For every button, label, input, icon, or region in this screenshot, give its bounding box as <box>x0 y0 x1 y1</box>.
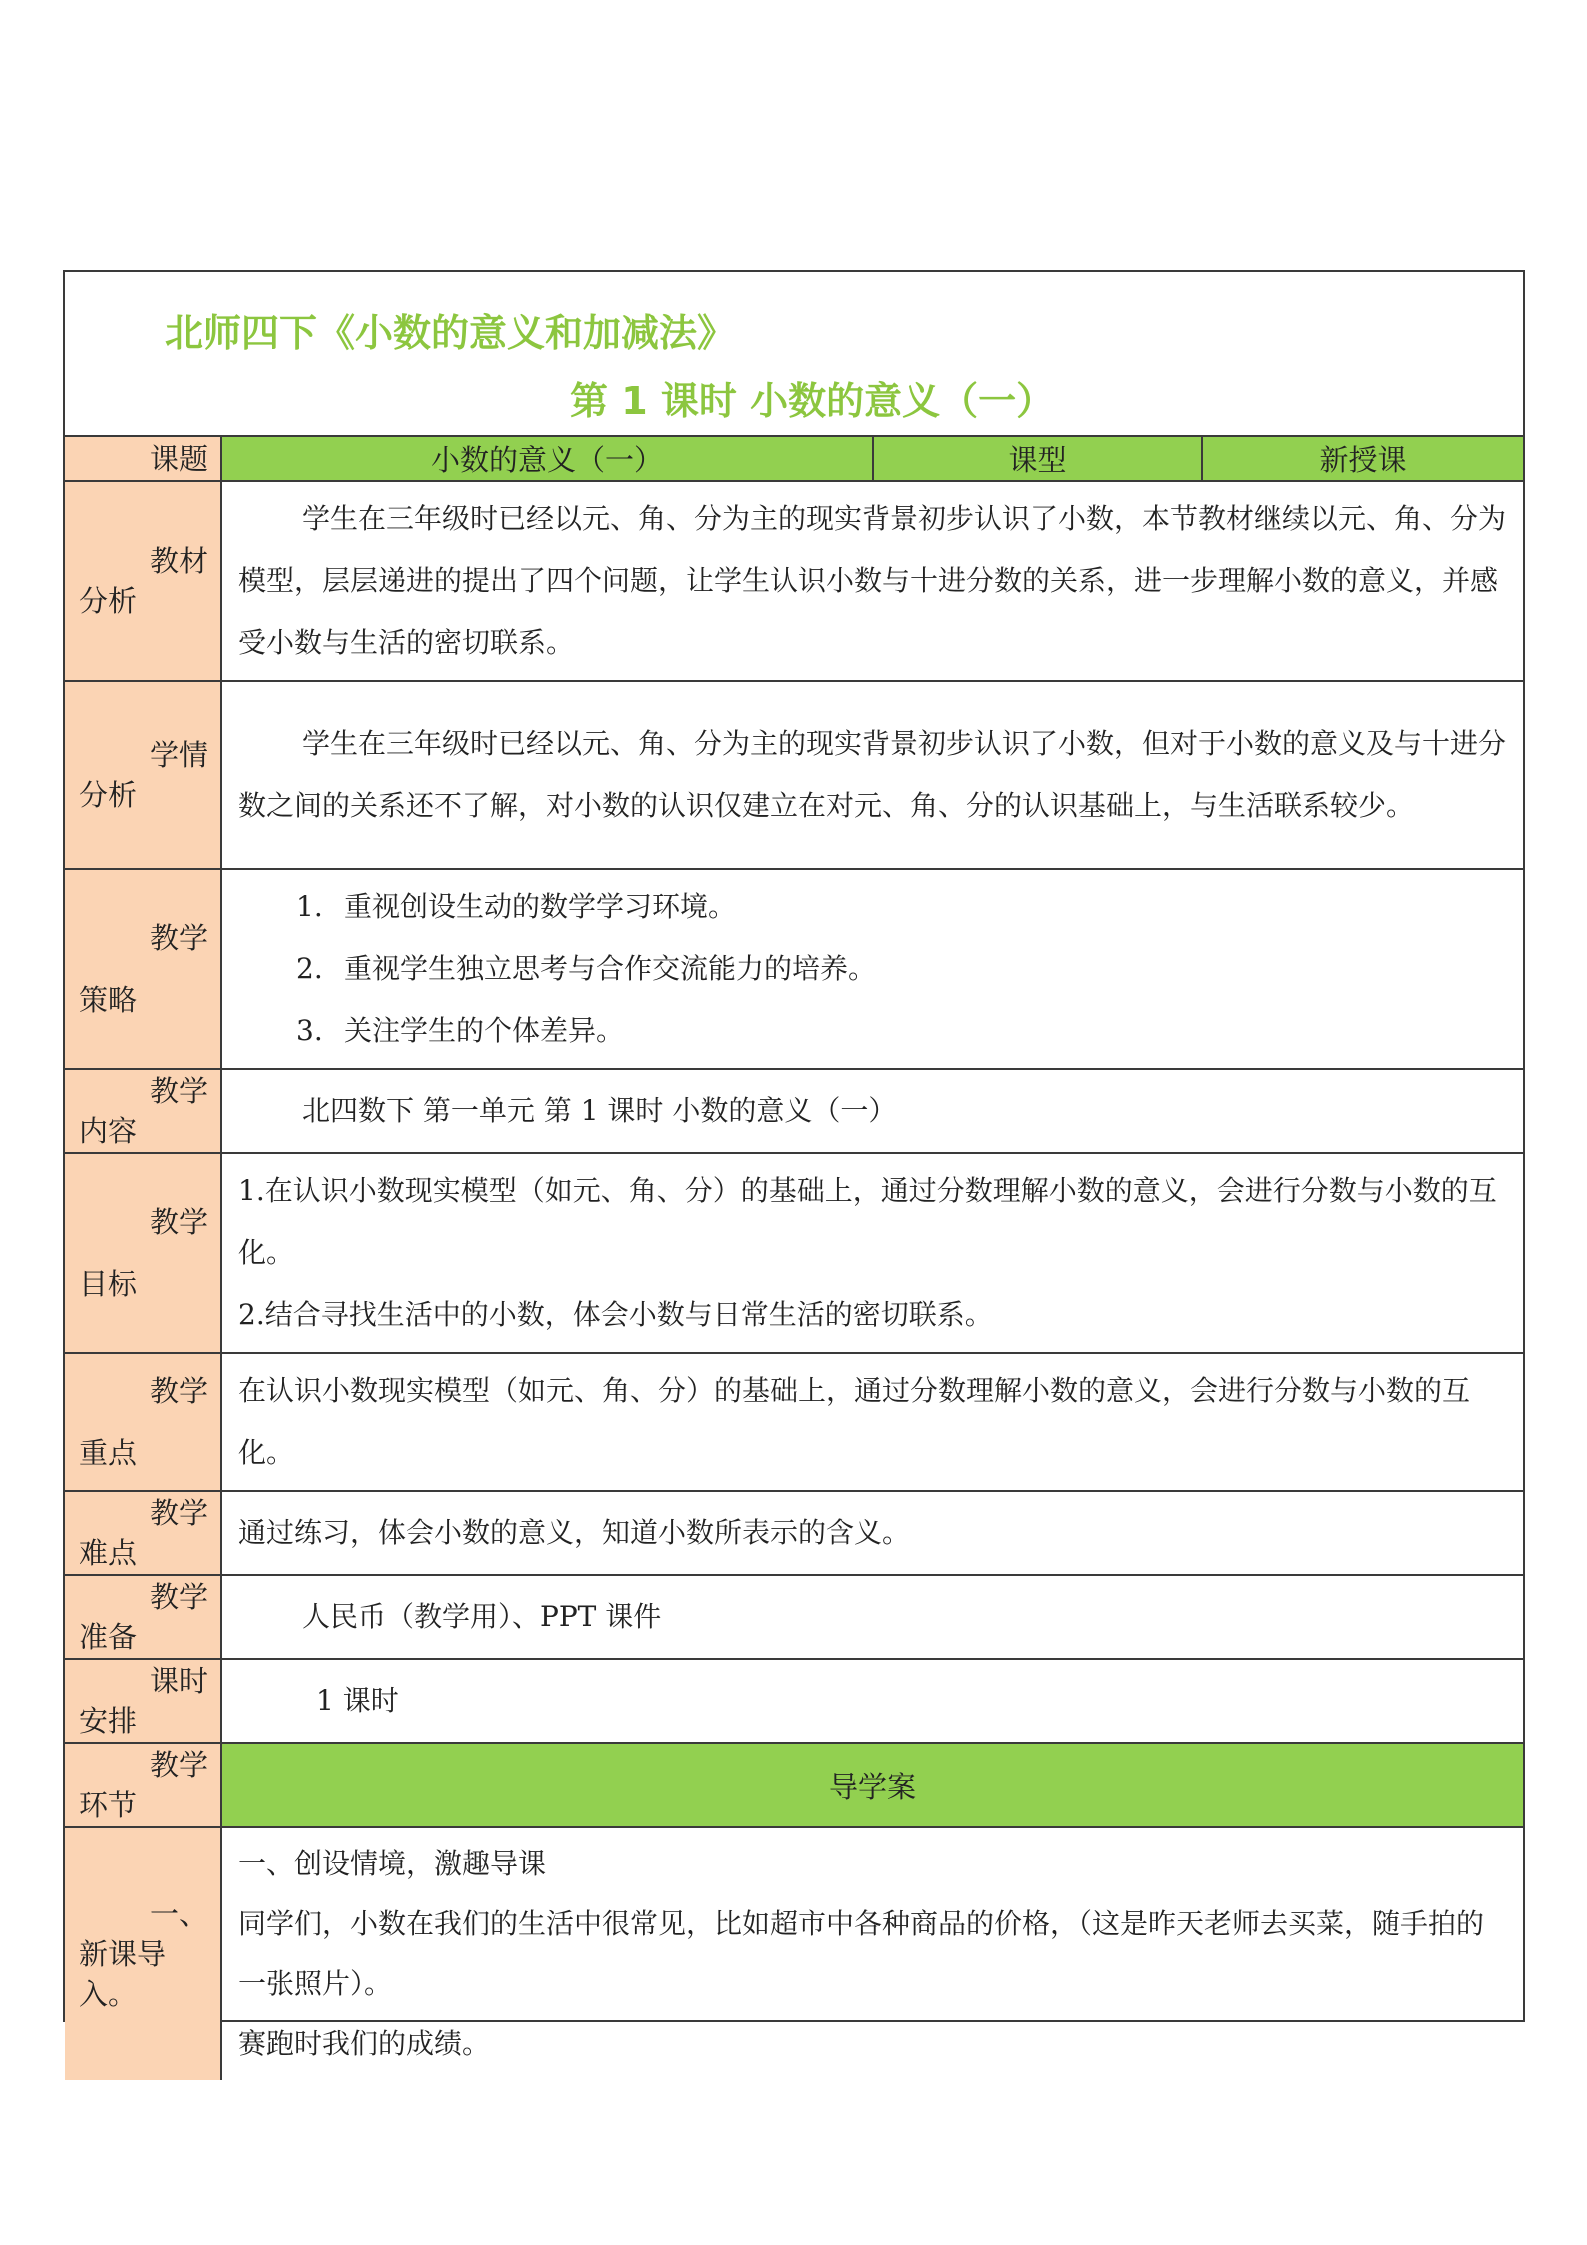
topic-row <box>65 437 1523 481</box>
stage-row <box>65 1743 1523 1827</box>
schedule-label: 课时 安排 <box>65 1659 221 1743</box>
objectives-row <box>65 1153 1523 1353</box>
key-points-row <box>65 1353 1523 1491</box>
content-row <box>65 1069 1523 1153</box>
schedule-text: 1 课时 <box>221 1659 1523 1743</box>
lesson-table <box>65 437 1523 2080</box>
material-label: 教材 分析 <box>65 481 221 681</box>
lesson-subtitle: 第 1 课时 小数的意义（一） <box>570 379 1055 423</box>
key-points-label: 教学 重点 <box>65 1353 221 1491</box>
intro-text: 一、创设情境，激趣导课 同学们，小数在我们的生活中很常见，比如超市中各种商品的价格，（这是昨天老师去买菜，随手拍的一张照片）。 赛跑时我们的成绩。 <box>221 1827 1523 2080</box>
learner-label: 学情 分析 <box>65 681 221 869</box>
intro-heading: 一、创设情境，激趣导课 <box>238 1847 547 1880</box>
list-item: 3. 关注学生的个体差异。 <box>296 1014 625 1047</box>
type-value: 新授课 <box>1202 437 1523 481</box>
stage-label: 教学 环节 <box>65 1743 221 1827</box>
topic-label: 课题 <box>65 437 221 481</box>
content-text: 北四数下 第一单元 第 1 课时 小数的意义（一） <box>221 1069 1523 1153</box>
intro-label: 一、 新课导入。 <box>65 1827 221 2080</box>
lesson-plan-sheet <box>63 270 1525 2060</box>
objectives-text: 1.在认识小数现实模型（如元、角、分）的基础上，通过分数理解小数的意义，会进行分数与小数的互化。 2.结合寻找生活中的小数，体会小数与日常生活的密切联系。 <box>221 1153 1523 1353</box>
preparation-text: 人民币（教学用）、PPT 课件 <box>221 1575 1523 1659</box>
difficulties-label: 教学 难点 <box>65 1491 221 1575</box>
list-item: 1. 重视创设生动的数学学习环境。 <box>296 890 737 923</box>
title-block <box>65 272 1523 437</box>
type-label: 课型 <box>873 437 1202 481</box>
topic-value: 小数的意义（一） <box>221 437 873 481</box>
key-points-text: 在认识小数现实模型（如元、角、分）的基础上，通过分数理解小数的意义，会进行分数与小数的互化。 <box>221 1353 1523 1491</box>
stage-value: 导学案 <box>221 1743 1523 1827</box>
preparation-label: 教学 准备 <box>65 1575 221 1659</box>
strategy-label: 教学 策略 <box>65 869 221 1069</box>
intro-row <box>65 1827 1523 2080</box>
list-item: 2. 重视学生独立思考与合作交流能力的培养。 <box>296 952 877 985</box>
learner-row <box>65 681 1523 869</box>
strategy-list <box>221 869 1523 1069</box>
learner-text: 学生在三年级时已经以元、角、分为主的现实背景初步认识了小数，但对于小数的意义及与十进分数之间的关系还不了解，对小数的认识仅建立在对元、角、分的认识基础上，与生活联系较少。 <box>221 681 1523 869</box>
schedule-row <box>65 1659 1523 1743</box>
material-text: 学生在三年级时已经以元、角、分为主的现实背景初步认识了小数，本节教材继续以元、角、分为模型，层层递进的提出了四个问题，让学生认识小数与十进分数的关系，进一步理解小数的意义，并感受小数与生活的密切联系。 <box>221 481 1523 681</box>
difficulties-row <box>65 1491 1523 1575</box>
content-label: 教学 内容 <box>65 1069 221 1153</box>
document-title: 北师四下《小数的意义和加减法》 <box>165 311 736 355</box>
strategy-row <box>65 869 1523 1069</box>
material-row <box>65 481 1523 681</box>
preparation-row <box>65 1575 1523 1659</box>
objectives-label: 教学 目标 <box>65 1153 221 1353</box>
difficulties-text: 通过练习，体会小数的意义，知道小数所表示的含义。 <box>221 1491 1523 1575</box>
